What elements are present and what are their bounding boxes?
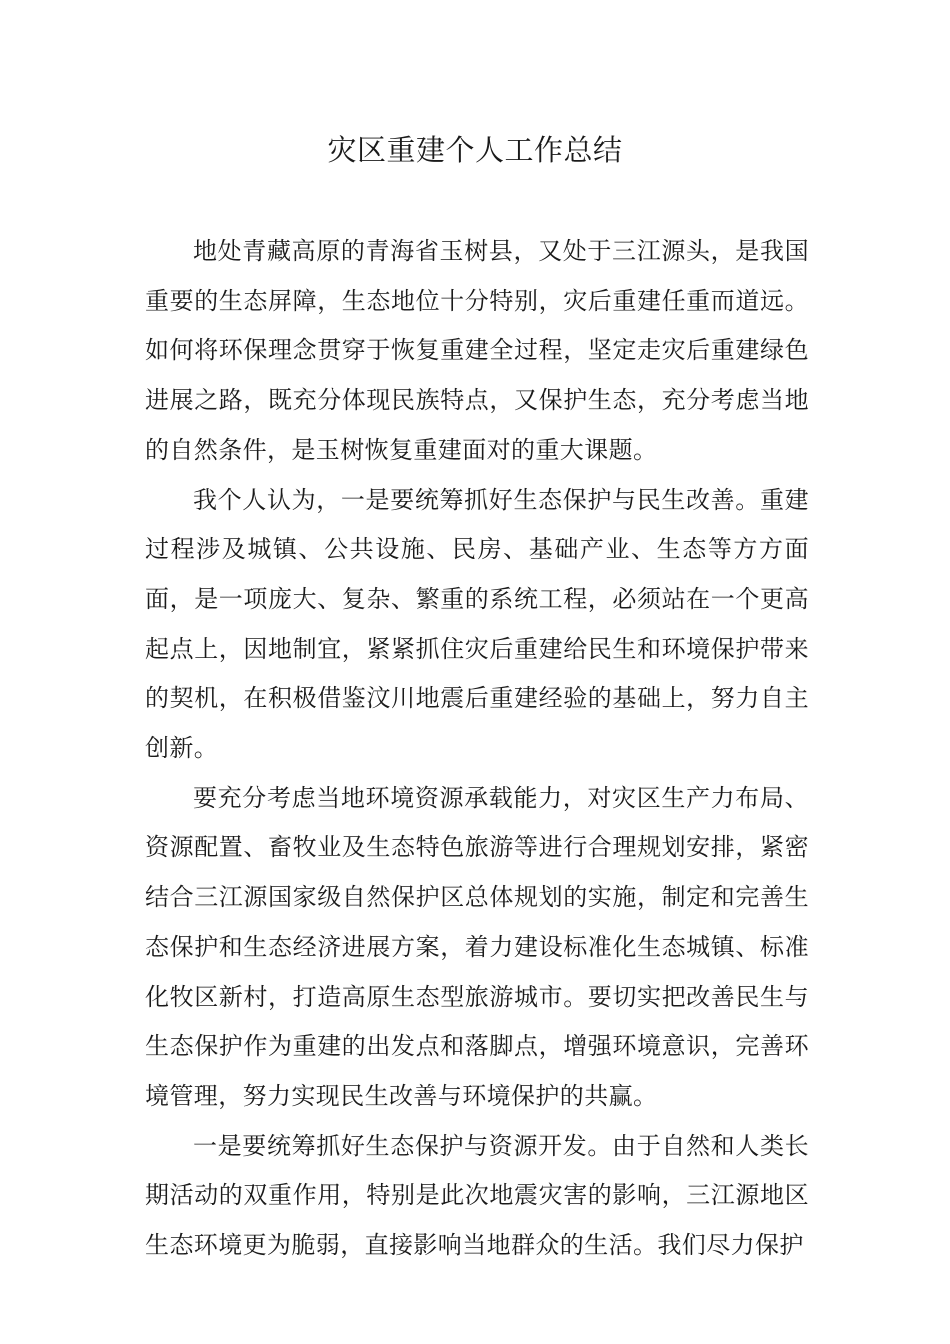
- document-title: 灾区重建个人工作总结: [327, 133, 623, 167]
- paragraph-1: 地处青藏高原的青海省玉树县，又处于三江源头，是我国重要的生态屏障，生态地位十分特别，灾后重建任重而道远。如何将环保理念贯穿于恢复重建全过程，坚定走灾后重建绿色进展之路，既充分体现民族特点，又保护生态，充分考虑当地的自然条件，是玉树恢复重建面对的重大课题。: [145, 237, 809, 464]
- paragraph-4: 一是要统筹抓好生态保护与资源开发。由于自然和人类长期活动的双重作用，特别是此次地震灾害的影响，三江源地区生态环境更为脆弱，直接影响当地群众的生活。我们尽力保护: [145, 1131, 809, 1260]
- document-body: [145, 227, 809, 1271]
- paragraph-3: 要充分考虑当地环境资源承载能力，对灾区生产力布局、资源配置、畜牧业及生态特色旅游等进行合理规划安排，紧密结合三江源国家级自然保护区总体规划的实施，制定和完善生态保护和生态经济进展方案，着力建设标准化生态城镇、标准化牧区新村，打造高原生态型旅游城市。要切实把改善民生与生态保护作为重建的出发点和落脚点，增强环境意识，完善环境管理，努力实现民生改善与环境保护的共赢。: [145, 783, 809, 1110]
- paragraph-2: 我个人认为，一是要统筹抓好生态保护与民生改善。重建过程涉及城镇、公共设施、民房、基础产业、生态等方方面面，是一项庞大、复杂、繁重的系统工程，必须站在一个更高起点上，因地制宜，紧紧抓住灾后重建给民生和环境保护带来的契机，在积极借鉴汶川地震后重建经验的基础上，努力自主创新。: [145, 485, 809, 763]
